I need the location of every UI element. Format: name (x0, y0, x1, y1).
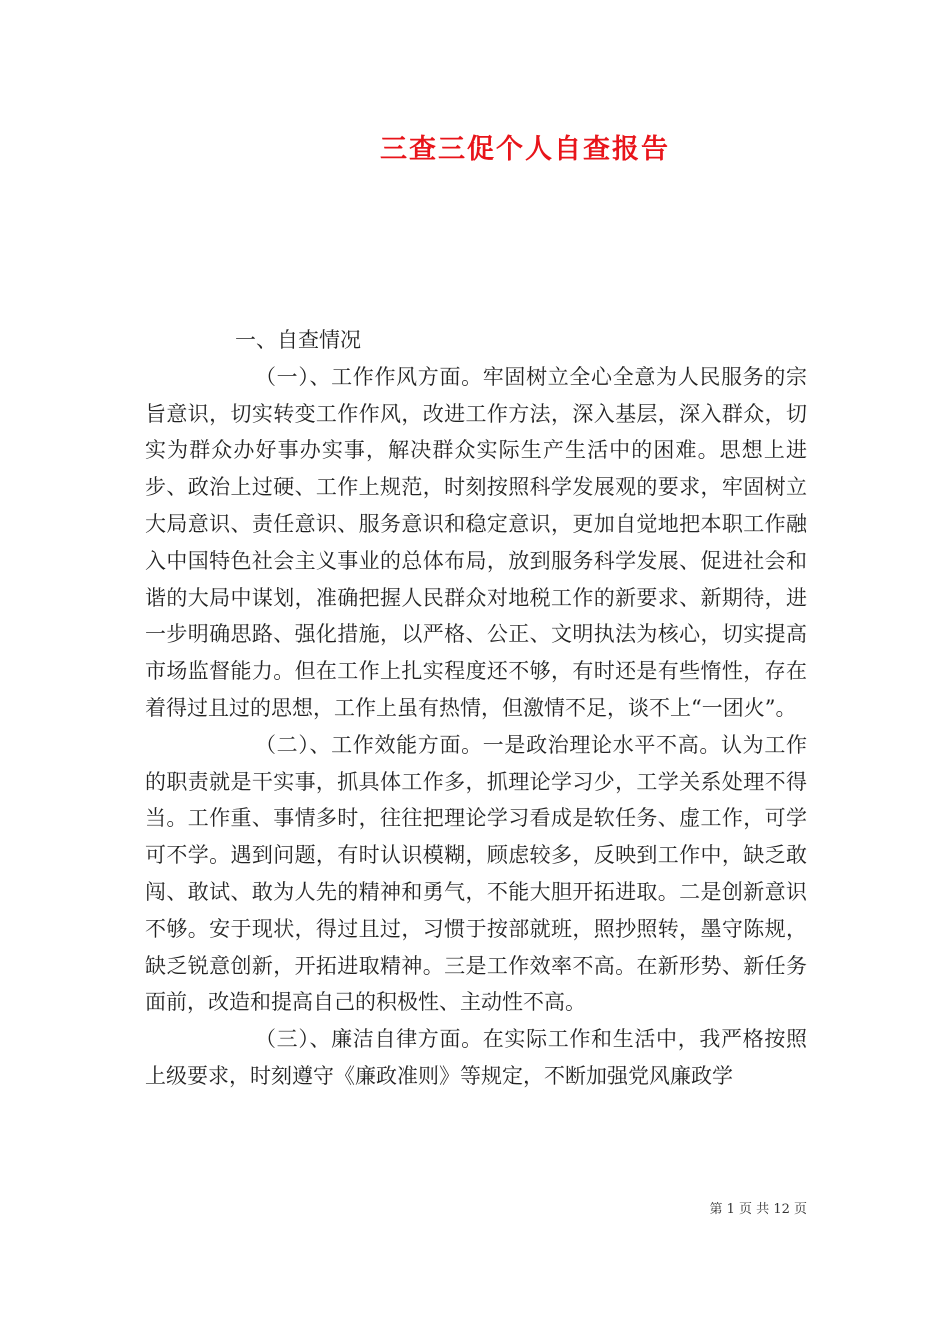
section-heading: 一、自查情况 (235, 328, 361, 352)
paragraph-integrity: （三）、廉洁自律方面。在实际工作和生活中，我严格按照上级要求，时刻遵守《廉政准则》等规定，不断加强党风廉政学 (145, 1027, 807, 1088)
document-body (145, 322, 807, 1095)
document-title: 三查三促个人自查报告 (380, 134, 670, 165)
page-number-footer: 第 1 页 共 12 页 (709, 1202, 807, 1217)
paragraph-work-efficiency: （二）、工作效能方面。一是政治理论水平不高。认为工作的职责就是干实事，抓具体工作多，抓理论学习少，工学关系处理不得当。工作重、事情多时，往往把理论学习看成是软任务、虚工作，可学可不学。遇到问题，有时认识模糊，顾虑较多，反映到工作中，缺乏敢闯、敢试、敢为人先的精神和勇气，不能大胆开拓进取。二是创新意识不够。安于现状，得过且过，习惯于按部就班，照抄照转，墨守陈规，缺乏锐意创新，开拓进取精神。三是工作效率不高。在新形势、新任务面前，改造和提高自己的积极性、主动性不高。 (145, 732, 807, 1015)
paragraph-work-style: （一）、工作作风方面。牢固树立全心全意为人民服务的宗旨意识，切实转变工作作风，改进工作方法，深入基层，深入群众，切实为群众办好事办实事，解决群众实际生产生活中的困难。思想上进步、政治上过硬、工作上规范，时刻按照科学发展观的要求，牢固树立大局意识、责任意识、服务意识和稳定意识，更加自觉地把本职工作融入中国特色社会主义事业的总体布局，放到服务科学发展、促进社会和谐的大局中谋划，准确把握人民群众对地税工作的新要求、新期待，进一步明确思路、强化措施，以严格、公正、文明执法为核心，切实提高市场监督能力。但在工作上扎实程度还不够，有时还是有些惰性，存在着得过且过的思想，工作上虽有热情，但激情不足，谈不上“一团火”。 (145, 364, 807, 720)
